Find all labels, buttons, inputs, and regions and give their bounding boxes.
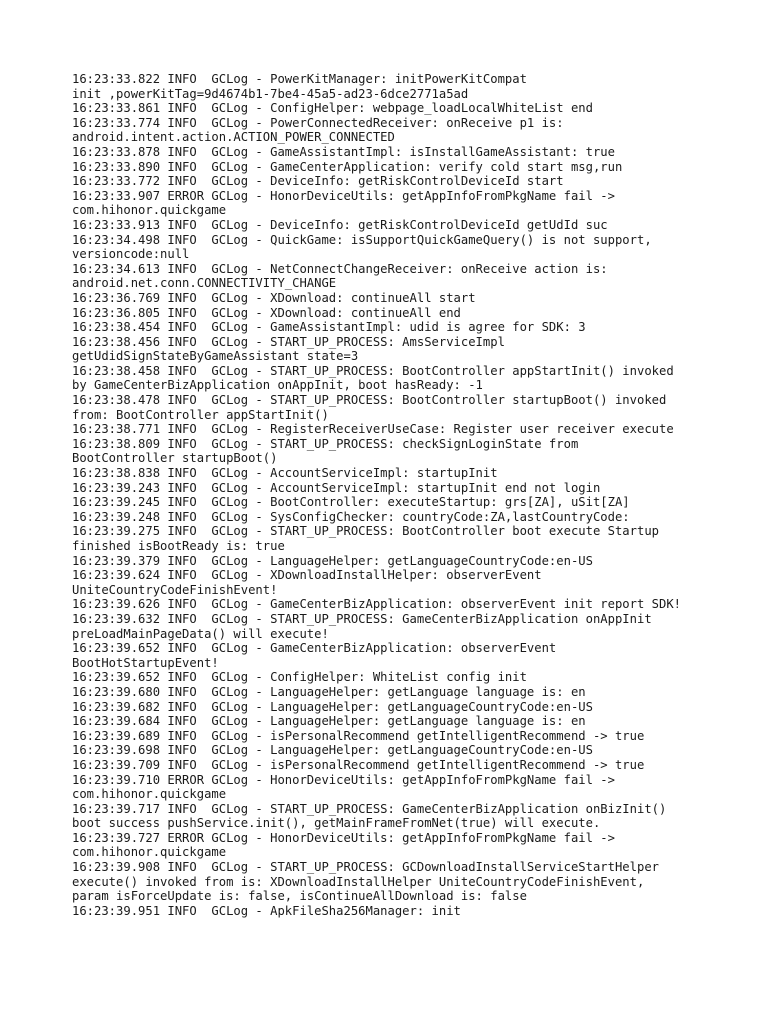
log-line: 16:23:39.709 INFO GCLog - isPersonalRecommend getIntelligentRecommend -> true [72,757,645,772]
log-line: preLoadMainPageData() will execute! [72,626,329,641]
log-line: versioncode:null [72,247,190,262]
log-line: 16:23:38.458 INFO GCLog - START_UP_PROCESS: BootController appStartInit() invoked [72,363,674,378]
log-line: 16:23:39.684 INFO GCLog - LanguageHelper: getLanguage language is: en [72,714,586,729]
log-line: 16:23:39.626 INFO GCLog - GameCenterBizApplication: observerEvent init report SDK! [72,597,682,612]
log-line: 16:23:33.774 INFO GCLog - PowerConnectedReceiver: onReceive p1 is: [72,115,564,130]
log-line: 16:23:39.727 ERROR GCLog - HonorDeviceUtils: getAppInfoFromPkgName fail -> [72,830,615,845]
log-line: 16:23:33.822 INFO GCLog - PowerKitManager: initPowerKitCompat [72,72,527,86]
log-line: android.net.conn.CONNECTIVITY_CHANGE [72,276,337,291]
log-line: 16:23:39.698 INFO GCLog - LanguageHelper: getLanguageCountryCode:en-US [72,743,593,758]
log-line: UniteCountryCodeFinishEvent! [72,582,278,597]
log-line: 16:23:34.498 INFO GCLog - QuickGame: isSupportQuickGameQuery() is not support, [72,232,652,247]
log-line: 16:23:39.951 INFO GCLog - ApkFileSha256Manager: init [72,903,461,918]
log-line: 16:23:39.652 INFO GCLog - GameCenterBizApplication: observerEvent [72,641,557,656]
log-line: 16:23:39.275 INFO GCLog - START_UP_PROCESS: BootController boot execute Startup [72,524,659,539]
log-line: init ,powerKitTag=9d4674b1-7be4-45a5-ad23-6dce2771a5ad [72,86,469,101]
log-line: BootHotStartupEvent! [72,655,219,670]
log-line: 16:23:33.772 INFO GCLog - DeviceInfo: getRiskControlDeviceId start [72,174,564,189]
log-line: com.hihonor.quickgame [72,787,227,802]
log-line: 16:23:39.682 INFO GCLog - LanguageHelper: getLanguageCountryCode:en-US [72,699,593,714]
log-line: boot success pushService.init(), getMainFrameFromNet(true) will execute. [72,816,601,831]
log-line: 16:23:39.632 INFO GCLog - START_UP_PROCESS: GameCenterBizApplication onAppInit [72,611,652,626]
log-line: finished isBootReady is: true [72,539,285,553]
log-line: 16:23:39.379 INFO GCLog - LanguageHelper: getLanguageCountryCode:en-US [72,553,593,568]
log-line: 16:23:38.838 INFO GCLog - AccountServiceImpl: startupInit [72,466,498,481]
log-line: from: BootController appStartInit() [72,407,329,422]
log-line: 16:23:33.890 INFO GCLog - GameCenterApplication: verify cold start msg,run [72,159,623,174]
log-line: 16:23:39.717 INFO GCLog - START_UP_PROCESS: GameCenterBizApplication onBizInit() [72,801,667,816]
log-line: 16:23:34.613 INFO GCLog - NetConnectChangeReceiver: onReceive action is: [72,261,608,276]
log-line: 16:23:39.245 INFO GCLog - BootController: executeStartup: grs[ZA], uSit[ZA] [72,495,630,510]
log-line: execute() invoked from is: XDownloadInstallHelper UniteCountryCodeFinishEvent, [72,874,645,889]
log-line: com.hihonor.quickgame [72,845,227,860]
log-line: 16:23:39.652 INFO GCLog - ConfigHelper: WhiteList config init [72,670,527,685]
log-line: 16:23:38.809 INFO GCLog - START_UP_PROCESS: checkSignLoginState from [72,436,579,451]
log-line: android.intent.action.ACTION_POWER_CONNECTED [72,130,395,145]
log-line: 16:23:33.878 INFO GCLog - GameAssistantImpl: isInstallGameAssistant: true [72,144,615,159]
log-line: by GameCenterBizApplication onAppInit, boot hasReady: -1 [72,378,483,393]
log-line: 16:23:38.454 INFO GCLog - GameAssistantImpl: udid is agree for SDK: 3 [72,320,586,335]
log-line: 16:23:38.771 INFO GCLog - RegisterReceiverUseCase: Register user receiver execute [72,422,674,437]
log-line: 16:23:36.805 INFO GCLog - XDownload: continueAll end [72,305,461,320]
log-line: 16:23:38.456 INFO GCLog - START_UP_PROCESS: AmsServiceImpl [72,334,505,349]
log-line: 16:23:38.478 INFO GCLog - START_UP_PROCESS: BootController startupBoot() invoked [72,393,667,408]
log-line: 16:23:39.680 INFO GCLog - LanguageHelper: getLanguage language is: en [72,684,586,699]
log-line: 16:23:33.913 INFO GCLog - DeviceInfo: getRiskControlDeviceId getUdId suc [72,217,608,232]
log-line: 16:23:39.710 ERROR GCLog - HonorDeviceUtils: getAppInfoFromPkgName fail -> [72,772,615,787]
log-line: 16:23:39.248 INFO GCLog - SysConfigChecker: countryCode:ZA,lastCountryCode: [72,509,630,524]
log-line: BootController startupBoot() [72,451,278,466]
log-line: 16:23:39.243 INFO GCLog - AccountServiceImpl: startupInit end not login [72,480,601,495]
log-line: 16:23:33.907 ERROR GCLog - HonorDeviceUtils: getAppInfoFromPkgName fail -> [72,188,615,203]
log-document [72,72,752,918]
log-line: getUdidSignStateByGameAssistant state=3 [72,349,359,364]
log-line: param isForceUpdate is: false, isContinueAllDownload is: false [72,889,527,904]
log-line: 16:23:33.861 INFO GCLog - ConfigHelper: webpage_loadLocalWhiteList end [72,101,593,116]
log-line: 16:23:39.624 INFO GCLog - XDownloadInstallHelper: observerEvent [72,568,542,583]
log-line: com.hihonor.quickgame [72,203,227,218]
log-line: 16:23:39.908 INFO GCLog - START_UP_PROCESS: GCDownloadInstallServiceStartHelper [72,860,659,875]
log-line: 16:23:39.689 INFO GCLog - isPersonalRecommend getIntelligentRecommend -> true [72,728,645,743]
log-line: 16:23:36.769 INFO GCLog - XDownload: continueAll start [72,290,476,305]
